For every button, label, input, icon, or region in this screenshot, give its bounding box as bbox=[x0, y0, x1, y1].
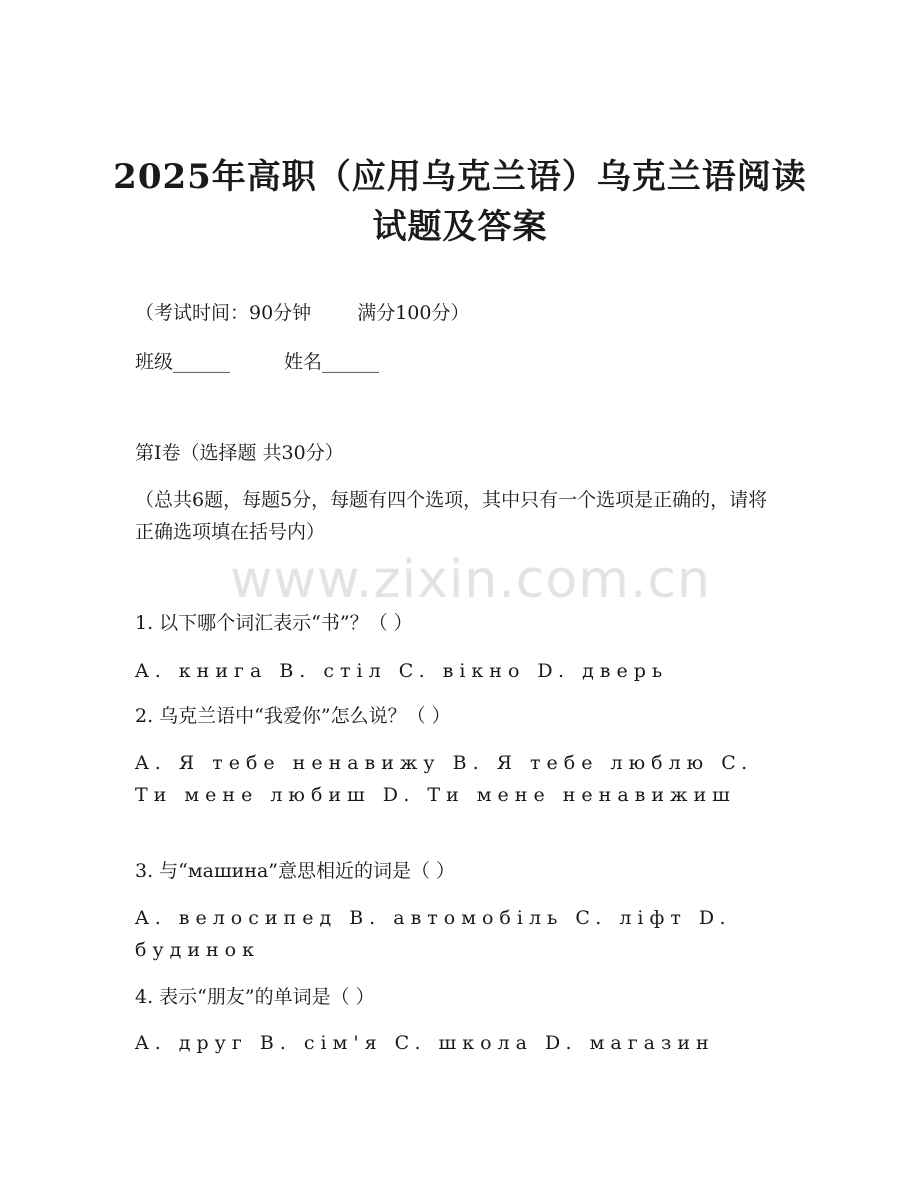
section-instructions: （总共6题，每题5分，每题有四个选项，其中只有一个选项是正确的，请将正确选项填在括号内） bbox=[135, 489, 768, 543]
exam-full-score: 满分100分） bbox=[357, 302, 470, 324]
section-heading: 第I卷（选择题 共30分） bbox=[135, 442, 344, 464]
class-field: 班级______ bbox=[135, 351, 231, 373]
question-4-options: A. друг B. сім'я C. школа D. магазин bbox=[135, 1032, 715, 1054]
question-3-prompt: 3. 与“машина”意思相近的词是（ ） bbox=[135, 860, 456, 882]
question-2-prompt: 2. 乌克兰语中“我爱你”怎么说？（ ） bbox=[135, 705, 451, 727]
question-4-prompt: 4. 表示“朋友”的单词是（ ） bbox=[135, 986, 375, 1008]
exam-info bbox=[135, 304, 469, 323]
exam-time: （考试时间：90分钟 bbox=[135, 302, 312, 324]
question-2-options: A. Я тебе ненавижу B. Я тебе люблю C. Ти мене любиш D. Ти мене ненавижиш bbox=[135, 752, 754, 806]
document-title-line-2: 试题及答案 bbox=[372, 207, 548, 247]
question-3-options: A. велосипед B. автомобіль C. ліфт D. будинок bbox=[135, 907, 732, 961]
student-info bbox=[135, 353, 379, 372]
question-1-options: A. книга B. стіл C. вікно D. дверь bbox=[135, 660, 669, 682]
name-field: 姓名______ bbox=[284, 351, 380, 373]
watermark: www.zixin.com.cn bbox=[230, 550, 711, 610]
document-title-line-1: 2025年高职（应用乌克兰语）乌克兰语阅读 bbox=[113, 157, 807, 197]
question-1-prompt: 1. 以下哪个词汇表示“书”？（ ） bbox=[135, 612, 413, 634]
